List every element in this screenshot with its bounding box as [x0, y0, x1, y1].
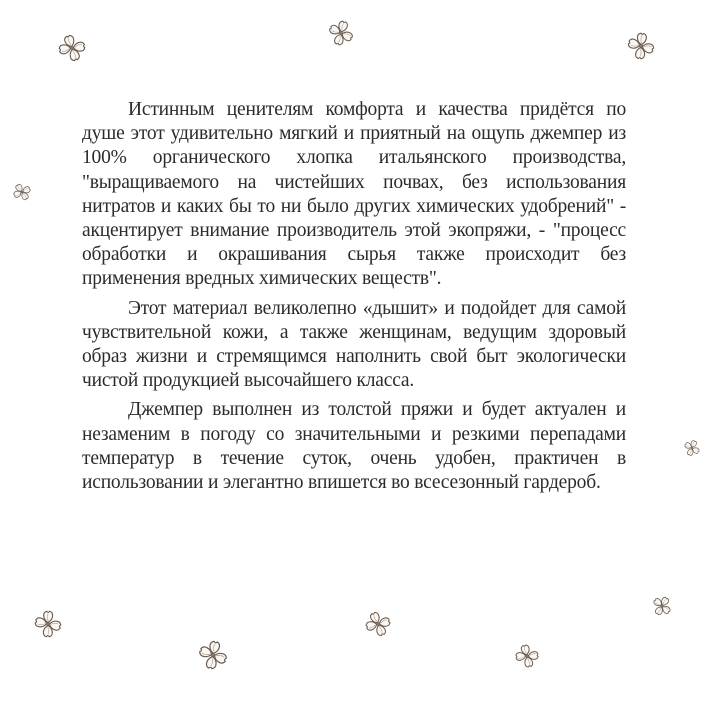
paragraph-2: Этот материал великолепно «дышит» и подойдет для самой чувствительной кожи, а также женщинам, ведущим здоровый образ жизни и стремящимся наполнить свой быт экологически чистой продукцией высочайшего класса.	[82, 297, 626, 392]
paragraph-1: Истинным ценителям комфорта и качества придётся по душе этот удивительно мягкий и приятный на ощупь джемпер из 100% органического хлопка итальянского производства, "выращиваемого на чистейших почвах, без использования нитратов и каких бы то ни было других химических удобрений" - акцентирует внимание производитель этой экопряжи, - "процесс обработки и окрашивания сырья также происходит без применения вредных химических веществ".	[82, 99, 626, 290]
lilac-flower-icon	[683, 439, 701, 457]
lilac-flower-icon	[197, 639, 229, 671]
lilac-flower-icon	[327, 19, 355, 47]
paragraph-3: Джемпер выполнен из толстой пряжи и будет актуален и незаменим в погоду со значительными и резкими перепадами температур в течение суток, очень удобен, практичен в использовании и элегантно впишется во всесезонный гардероб.	[82, 399, 626, 494]
lilac-flower-icon	[626, 31, 656, 61]
lilac-flower-icon	[651, 595, 673, 617]
lilac-flower-icon	[364, 610, 392, 638]
lilac-flower-icon	[514, 643, 540, 669]
lilac-flower-icon	[57, 33, 87, 63]
description-text	[82, 98, 626, 500]
lilac-flower-icon	[33, 609, 63, 639]
lilac-flower-icon	[12, 182, 32, 202]
